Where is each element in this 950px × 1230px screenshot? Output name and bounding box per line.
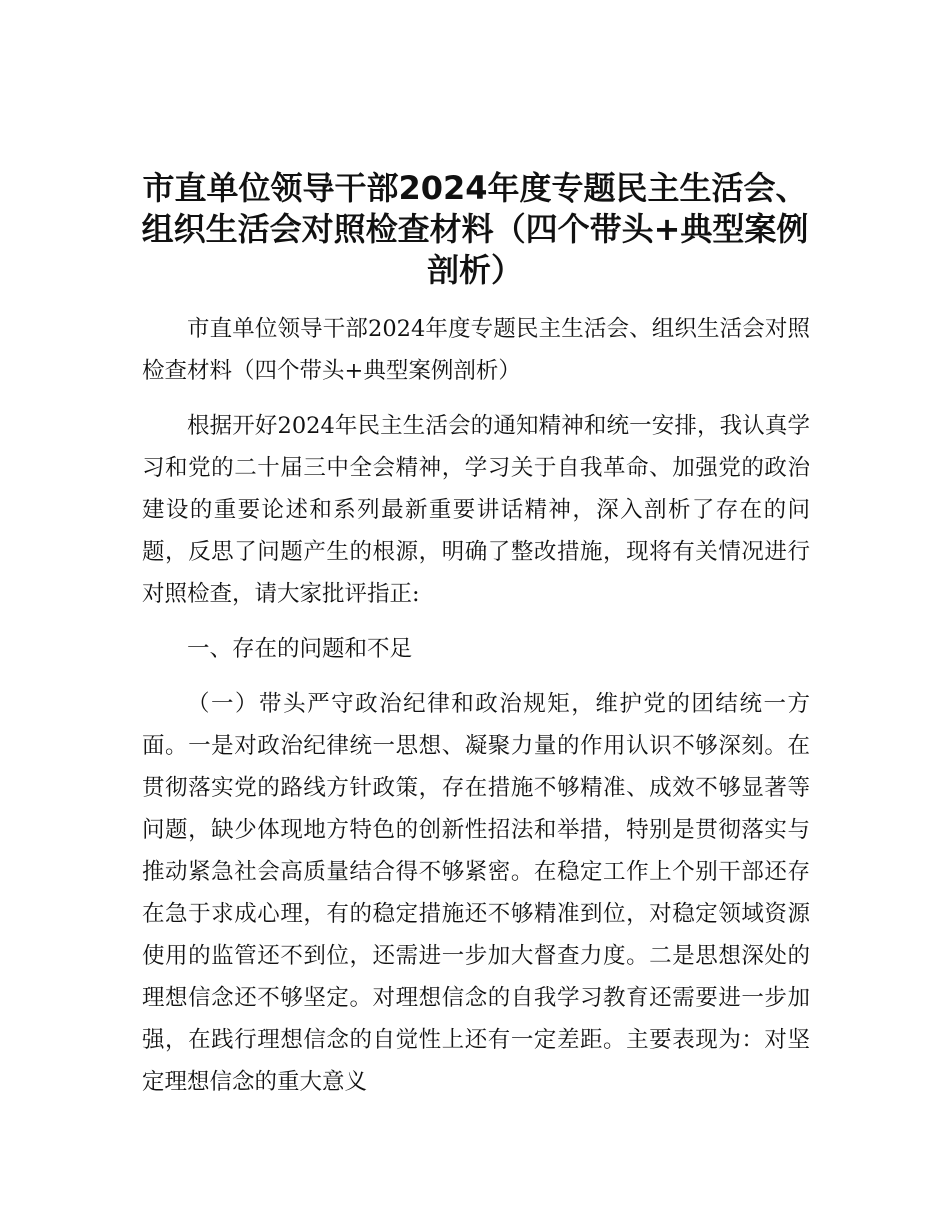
paragraph-section-1: （一）带头严守政治纪律和政治规矩，维护党的团结统一方面。一是对政治纪律统一思想、凝聚力量的作用认识不够深刻。在贯彻落实党的路线方针政策，存在措施不够精准、成效不够显著等问题，缺少体现地方特色的创新性招法和举措，特别是贯彻落实与推动紧急社会高质量结合得不够紧密。在稳定工作上个别干部还存在急于求成心理，有的稳定措施还不够精准到位，对稳定领域资源使用的监管还不到位，还需进一步加大督查力度。二是思想深处的理想信念还不够坚定。对理想信念的自我学习教育还需要进一步加强，在践行理想信念的自觉性上还有一定差距。主要表现为：对坚定理想信念的重大意义 [142,691,810,1095]
section-heading: 一、存在的问题和不足 [187,636,413,662]
paragraph-subtitle: 市直单位领导干部2024年度专题民主生活会、组织生活会对照检查材料（四个带头+典型案例剖析） [142,316,810,384]
document-title: 市直单位领导干部2024年度专题民主生活会、组织生活会对照检查材料（四个带头+典型案例剖析） [141,169,809,289]
paragraph-intro: 根据开好2024年民主生活会的通知精神和统一安排，我认真学习和党的二十届三中全会精神，学习关于自我革命、加强党的政治建设的重要论述和系列最新重要讲话精神，深入剖析了存在的问题，反思了问题产生的根源，明确了整改措施，现将有关情况进行对照检查，请大家批评指正: [142,413,810,607]
document-body [142,308,810,1116]
